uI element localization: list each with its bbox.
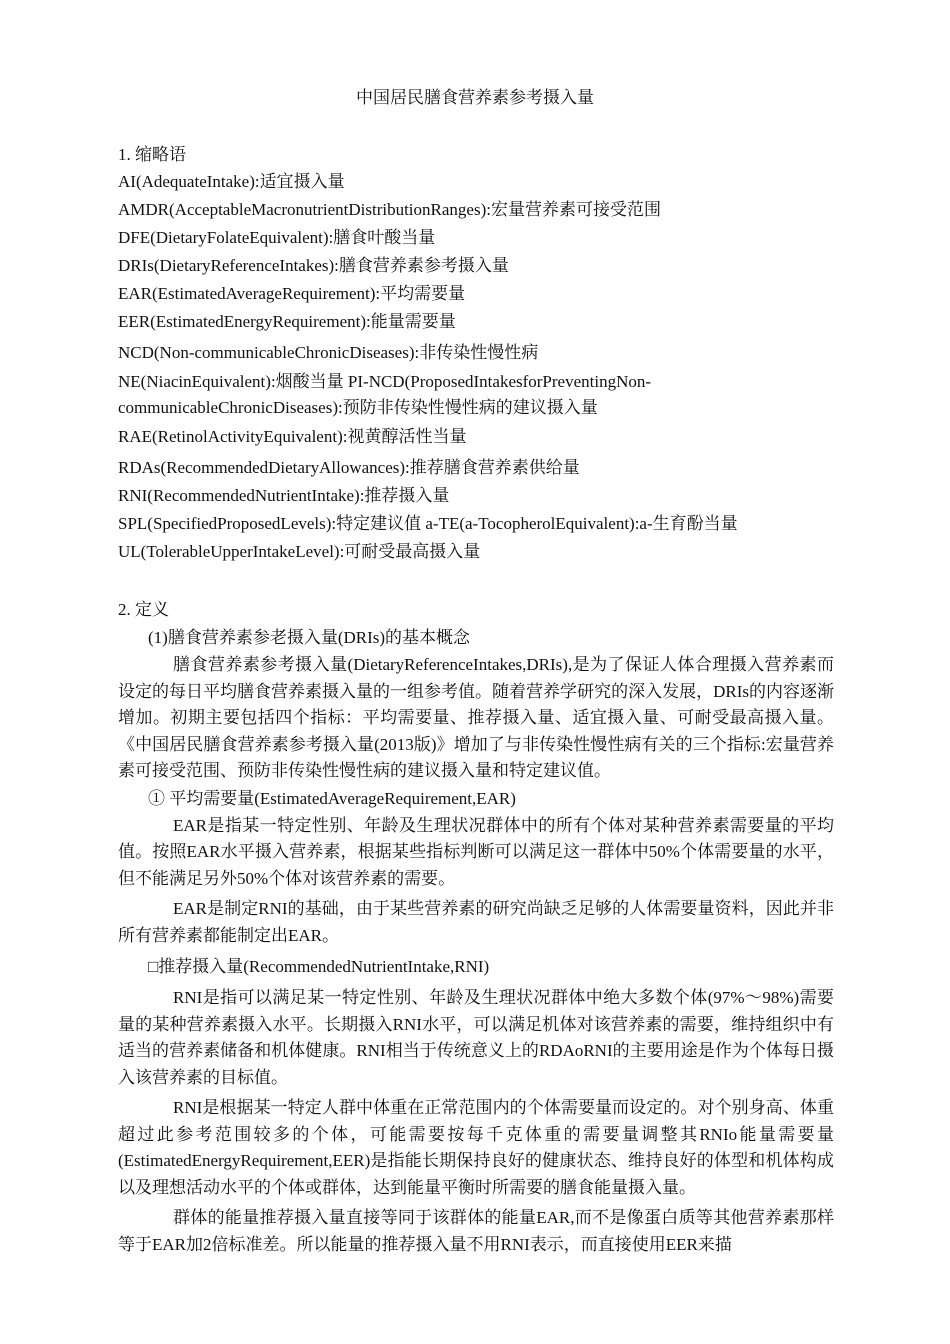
abbreviation-item: NCD(Non-communicableChronicDiseases):非传染性慢性病 (118, 343, 539, 362)
subheading-dris-concept: (1)膳食营养素参老摄入量(DRIs)的基本概念 (148, 628, 471, 647)
abbreviation-item: RNI(RecommendedNutrientIntake):推荐摄入量 (118, 486, 450, 505)
definitions-body (118, 624, 834, 1258)
abbreviation-item: EER(EstimatedEnergyRequirement):能量需要量 (118, 312, 456, 331)
subheading-ear: ① 平均需要量(EstimatedAverageRequirement,EAR) (148, 788, 516, 808)
abbreviation-item: SPL(SpecifiedProposedLevels):特定建议值 a-TE(a-TocopherolEquivalent):a-生育酚当量 (118, 514, 738, 533)
abbreviation-item: EAR(EstimatedAverageRequirement):平均需要量 (118, 284, 466, 303)
paragraph: RNI是根据某一特定人群中体重在正常范围内的个体需要量而设定的。对个别身高、体重超过此参考范围较多的个体，可能需要按每千克体重的需要量调整其RNIo能量需要量(EstimatedEnergyRequirement,EER)是指能长期保持良好的健康状态、维持良好的体型和机体构成以及理想活动水平的个体或群体，达到能量平衡时所需要的膳食能量摄入量。 (118, 1098, 834, 1197)
abbreviation-item: UL(TolerableUpperIntakeLevel):可耐受最高摄入量 (118, 542, 481, 561)
abbreviation-item: RAE(RetinolActivityEquivalent):视黄醇活性当量 (118, 427, 467, 446)
section-1-heading: 1. 缩略语 (118, 145, 186, 164)
abbreviation-item: NE(NiacinEquivalent):烟酸当量 PI-NCD(ProposedIntakesforPreventingNon-communicableChronicDiseases):预防非传染性慢性病的建议摄入量 (118, 372, 652, 417)
paragraph: EAR是制定RNI的基础，由于某些营养素的研究尚缺乏足够的人体需要量资料，因此并非所有营养素都能制定出EAR。 (118, 899, 834, 945)
abbreviation-item: AI(AdequateIntake):适宜摄入量 (118, 172, 345, 191)
paragraph: 群体的能量推荐摄入量直接等同于该群体的能量EAR,而不是像蛋白质等其他营养素那样等于EAR加2倍标准差。所以能量的推荐摄入量不用RNI表示，而直接使用EER来描 (118, 1208, 834, 1254)
paragraph: 膳食营养素参考摄入量(DietaryReferenceIntakes,DRIs),是为了保证人体合理摄入营养素而设定的每日平均膳食营养素摄入量的一组参考值。随着营养学研究的深入发展，DRIs的内容逐渐增加。初期主要包括四个指标：平均需要量、推荐摄入量、适宜摄入量、可耐受最高摄入量。《中国居民膳食营养素参考摄入量(2013版)》增加了与非传染性慢性病有关的三个指标:宏量营养素可接受范围、预防非传染性慢性病的建议摄入量和特定建议值。 (118, 655, 834, 780)
abbreviation-list (118, 168, 838, 566)
abbreviation-item: AMDR(AcceptableMacronutrientDistributionRanges):宏量营养素可接受范围 (118, 200, 661, 219)
abbreviation-item: DRIs(DietaryReferenceIntakes):膳食营养素参考摄入量 (118, 256, 509, 275)
document-title: 中国居民膳食营养素参考摄入量 (356, 88, 594, 107)
section-2-heading: 2. 定义 (118, 600, 169, 619)
abbreviation-item: RDAs(RecommendedDietaryAllowances):推荐膳食营养素供给量 (118, 458, 580, 477)
paragraph: EAR是指某一特定性别、年龄及生理状况群体中的所有个体对某种营养素需要量的平均值。按照EAR水平摄入营养素，根据某些指标判断可以满足这一群体中50%个体需要量的水平，但不能满足另外50%个体对该营养素的需要。 (118, 815, 834, 888)
abbreviation-item: DFE(DietaryFolateEquivalent):膳食叶酸当量 (118, 228, 436, 247)
subheading-rni: □推荐摄入量(RecommendedNutrientIntake,RNI) (148, 957, 490, 976)
paragraph: RNI是指可以满足某一特定性别、年龄及生理状况群体中绝大多数个体(97%〜98%)需要量的某种营养素摄入水平。长期摄入RNI水平，可以满足机体对该营养素的需要，维持组织中有适当的营养素储备和机体健康。RNI相当于传统意义上的RDAoRNI的主要用途是作为个体每日摄入该营养素的目标值。 (118, 988, 834, 1087)
